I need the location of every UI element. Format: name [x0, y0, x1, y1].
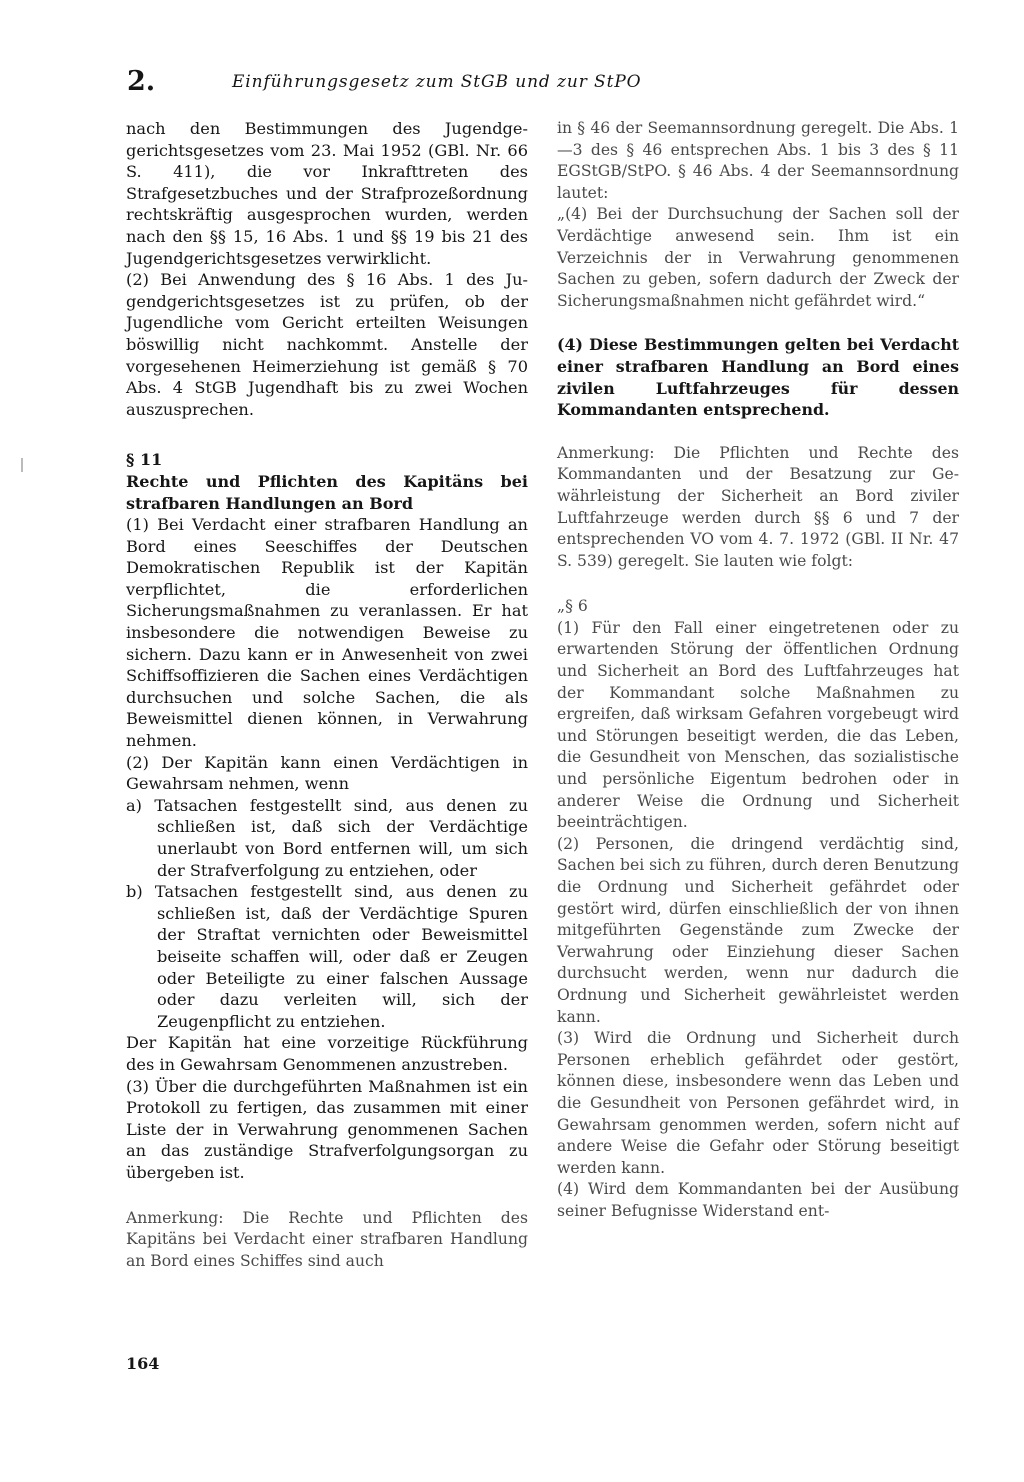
quoted-paragraph-3: (3) Wird die Ordnung und Sicherheit durch Personen erheblich gefährdet oder gestört, können diese, insbesondere wenn das Leben und die Gesundheit von Personen gefährdet wird, in Gewahrsam genommen werden, sofern nicht auf andere Weise die Gefahr oder Störung beseitigt werden kann.	[557, 1029, 959, 1177]
page-number: 164	[126, 1354, 160, 1373]
quoted-section-number: „§ 6	[557, 597, 588, 616]
running-title: Einführungsgesetz zum StGB und zur StPO	[232, 72, 642, 92]
page-header	[127, 66, 687, 106]
left-column	[126, 118, 528, 1272]
paragraph-continuation: nach den Bestimmungen des Jugendgegerichtsgesetzes vom 23. Mai 1952 (GBl. Nr. 66 S. 411), die vor Inkrafttreten des Strafgesetzbuches und der Strafprozeßordnung rechtskräftig ausgesprochen wurden, werden nach den §§ 15, 16 Abs. 1 und §§ 19 bis 21 des Jugendgerichtsgesetzes verwirklicht.	[126, 119, 528, 268]
section-11-paragraph-4: (4) Diese Bestimmungen gelten bei Verdacht einer strafbaren Handlung an Bord eines zivilen Luftfahrzeuges für dessen Kommandanten entsprechend.	[557, 335, 959, 420]
annotation-continuation: in § 46 der Seemannsordnung geregelt. Die Abs. 1—3 des § 46 entsprechen Abs. 1 bis 3 des § 11 EGStGB/StPO. § 46 Abs. 4 der Seemannsordnung lautet:	[557, 119, 959, 202]
list-item-a: a) Tatsachen festgestellt sind, aus denen zu schließen ist, daß sich der Verdächtige unerlaubt von Bord entfernen will, um sich der Strafverfolgung zu entziehen, oder	[126, 795, 528, 880]
quoted-regulation: „(4) Bei der Durchsuchung der Sachen soll der Verdächtige anwesend sein. Ihm ist ein Verzeichnis der in Verwahrung genommenen Sachen zu geben, sofern dadurch der Zweck der Sicherungsmaßnahmen nicht gefährdet wird.“	[557, 205, 959, 310]
section-11-paragraph-3: (3) Über die durchgeführten Maßnahmen ist ein Protokoll zu fertigen, das zusammen mit einer Liste der in Verwahrung genommenen Sachen an das zuständige Strafverfolgungsorgan zu übergeben ist.	[126, 1076, 528, 1182]
quoted-paragraph-1: (1) Für den Fall einer eingetretenen oder zu erwartenden Störung der öffentlichen Ordnung und Sicherheit an Bord des Luftfahrzeuges hat der Kommandant solche Maßnahmen zu ergreifen, daß wirksam Gefahren vorgebeugt wird und Störungen beseitigt werden, die das Leben, die Gesundheit von Menschen, das sozialistische und persönliche Eigentum bedrohen oder in anderer Weise die Ordnung und Sicherheit beeinträchtigen.	[557, 618, 959, 832]
section-11-paragraph-2-end: Der Kapitän hat eine vorzeitige Rückführung des in Gewahrsam Genommenen anzustreben.	[126, 1033, 528, 1074]
quoted-paragraph-2: (2) Personen, die dringend verdächtig sind, Sachen bei sich zu führen, durch deren Benutzung die Ordnung und Sicherheit gefährdet oder gestört wird, dürfen einschließlich der von ihnen mitgeführten Gegenstände zum Zwecke der Verwahrung oder Einziehung dieser Sachen durchsucht werden, wenn nur dadurch die Ordnung und Sicherheit gewährleistet werden kann.	[557, 834, 960, 1026]
section-11-paragraph-2: (2) Der Kapitän kann einen Verdächtigen in Gewahrsam nehmen, wenn	[126, 752, 528, 794]
section-title: Rechte und Pflichten des Kapitäns bei strafbaren Handlungen an Bord	[126, 471, 528, 513]
paragraph-2: (2) Bei Anwendung des § 16 Abs. 1 des Jugendgerichtsgesetzes ist zu prüfen, ob der Jugendliche vom Gericht erteilten Weisungen böswillig nicht nachkommt. Anstelle der vorgesehenen Heimerziehung ist gemäß § 70 Abs. 4 StGB Jugendhaft bis zu zwei Wochen auszusprechen.	[126, 270, 528, 419]
section-number: § 11	[126, 450, 163, 470]
scan-mark	[21, 458, 23, 472]
chapter-number: 2.	[127, 66, 156, 97]
section-11-paragraph-1: (1) Bei Verdacht einer strafbaren Handlung an Bord eines Seeschiffes der Deutschen Demokratischen Republik ist der Kapitän verpflichtet, die erforderlichen Sicherungsmaßnahmen zu veranlassen. Er hat insbesondere die notwendigen Beweise zu sichern. Dazu kann er in Anwesenheit von zwei Schiffsoffizieren die Sachen eines Verdächtigen durchsuchen und solche Sachen, die als Beweismittel dienen können, in Verwahrung nehmen.	[126, 515, 528, 751]
annotation-note-2: Anmerkung: Die Pflichten und Rechte des Kommandanten und der Besatzung zur Gewährleistung der Sicherheit an Bord ziviler Luftfahrzeuge werden durch §§ 6 und 7 der entsprechenden VO vom 4. 7. 1972 (GBl. II Nr. 47 S. 539) geregelt. Sie lauten wie folgt:	[557, 443, 959, 570]
annotation-note: Anmerkung: Die Rechte und Pflichten des Kapitäns bei Verdacht einer strafbaren Handlung an Bord eines Schiffes sind auch	[126, 1208, 528, 1270]
right-column	[557, 118, 959, 1223]
quoted-paragraph-4: (4) Wird dem Kommandanten bei der Ausübung seiner Befugnisse Widerstand ent-	[557, 1180, 959, 1220]
list-item-b: b) Tatsachen festgestellt sind, aus denen zu schließen ist, daß der Verdächtige Spuren der Straftat vernichten oder Beweismittel beiseite schaffen will, oder daß er Zeugen oder Beteiligte zu einer falschen Aussage oder dazu verleiten will, sich der Zeugenpflicht zu entziehen.	[126, 882, 528, 1031]
